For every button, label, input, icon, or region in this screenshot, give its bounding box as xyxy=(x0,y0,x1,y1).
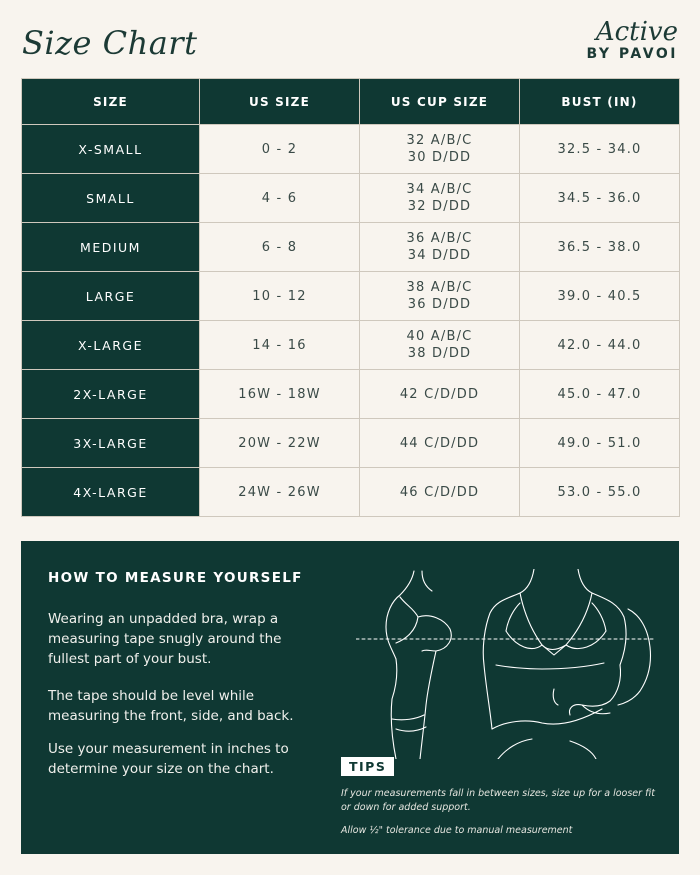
bust-cell: 36.5 - 38.0 xyxy=(520,223,680,272)
table-row xyxy=(22,468,680,517)
us-cup-size-cell xyxy=(360,321,520,370)
size-cell: X-SMALL xyxy=(22,125,200,174)
cup-size-line: 36 D/DD xyxy=(407,297,472,312)
tip-text: If your measurements fall in between sizes, size up for a looser fit or down for added support. xyxy=(341,788,655,813)
tip-text: Allow ½" tolerance due to manual measurement xyxy=(341,825,573,836)
us-cup-size-cell xyxy=(360,174,520,223)
measure-panel xyxy=(21,541,679,854)
table-row xyxy=(22,419,680,468)
cup-size-line: 34 D/DD xyxy=(407,248,472,263)
us-cup-size-cell xyxy=(360,125,520,174)
bust-cell: 49.0 - 51.0 xyxy=(520,419,680,468)
size-chart-table xyxy=(21,78,680,517)
us-cup-size-cell xyxy=(360,223,520,272)
us-size-cell: 24W - 26W xyxy=(200,468,360,517)
cup-size-line: 40 A/B/C xyxy=(406,329,473,344)
cup-size-line: 38 D/DD xyxy=(407,346,472,361)
us-size-cell: 14 - 16 xyxy=(200,321,360,370)
size-cell: LARGE xyxy=(22,272,200,321)
us-size-cell: 10 - 12 xyxy=(200,272,360,321)
us-cup-size-cell xyxy=(360,419,520,468)
measure-heading: HOW TO MEASURE YOURSELF xyxy=(48,570,303,586)
bust-cell: 39.0 - 40.5 xyxy=(520,272,680,321)
us-size-cell: 6 - 8 xyxy=(200,223,360,272)
header-bust: BUST (IN) xyxy=(520,79,680,125)
cup-size-line: 38 A/B/C xyxy=(406,280,473,295)
us-size-cell: 20W - 22W xyxy=(200,419,360,468)
table-row xyxy=(22,272,680,321)
us-cup-size-cell xyxy=(360,468,520,517)
cup-size-line: 34 A/B/C xyxy=(406,182,473,197)
size-cell: 2X-LARGE xyxy=(22,370,200,419)
measure-paragraph: Wearing an unpadded bra, wrap a measuring tape snugly around the fullest part of your bust. xyxy=(48,611,282,667)
table-row xyxy=(22,223,680,272)
table-row xyxy=(22,174,680,223)
table-header-row xyxy=(22,79,680,125)
size-cell: MEDIUM xyxy=(22,223,200,272)
size-cell: SMALL xyxy=(22,174,200,223)
header-us-size: US SIZE xyxy=(200,79,360,125)
brand-subtitle: BY PAVOI xyxy=(586,46,678,62)
bust-cell: 53.0 - 55.0 xyxy=(520,468,680,517)
us-size-cell: 0 - 2 xyxy=(200,125,360,174)
bust-cell: 32.5 - 34.0 xyxy=(520,125,680,174)
table-row xyxy=(22,125,680,174)
measure-paragraph: Use your measurement in inches to determine your size on the chart. xyxy=(48,741,289,777)
size-cell: 4X-LARGE xyxy=(22,468,200,517)
cup-size-line: 32 A/B/C xyxy=(406,133,473,148)
bust-cell: 34.5 - 36.0 xyxy=(520,174,680,223)
cup-size-line: 46 C/D/DD xyxy=(399,484,480,500)
us-size-cell: 16W - 18W xyxy=(200,370,360,419)
cup-size-line: 30 D/DD xyxy=(407,150,472,165)
size-cell: X-LARGE xyxy=(22,321,200,370)
table-row xyxy=(22,321,680,370)
header-us-cup-size: US CUP SIZE xyxy=(360,79,520,125)
page-title: Size Chart xyxy=(22,24,198,62)
us-cup-size-cell xyxy=(360,272,520,321)
bust-cell: 45.0 - 47.0 xyxy=(520,370,680,419)
us-size-cell: 4 - 6 xyxy=(200,174,360,223)
table-row xyxy=(22,370,680,419)
bust-cell: 42.0 - 44.0 xyxy=(520,321,680,370)
measure-paragraph: The tape should be level while measuring the front, side, and back. xyxy=(48,688,294,724)
body-measurement-illustration-icon xyxy=(356,569,656,759)
size-cell: 3X-LARGE xyxy=(22,419,200,468)
tips-badge: TIPS xyxy=(341,757,394,776)
brand-script: Active xyxy=(595,17,678,47)
cup-size-line: 36 A/B/C xyxy=(406,231,473,246)
brand-logo xyxy=(587,18,678,62)
cup-size-line: 44 C/D/DD xyxy=(399,435,480,451)
cup-size-line: 42 C/D/DD xyxy=(399,386,480,402)
us-cup-size-cell xyxy=(360,370,520,419)
cup-size-line: 32 D/DD xyxy=(407,199,472,214)
header-size: SIZE xyxy=(22,79,200,125)
